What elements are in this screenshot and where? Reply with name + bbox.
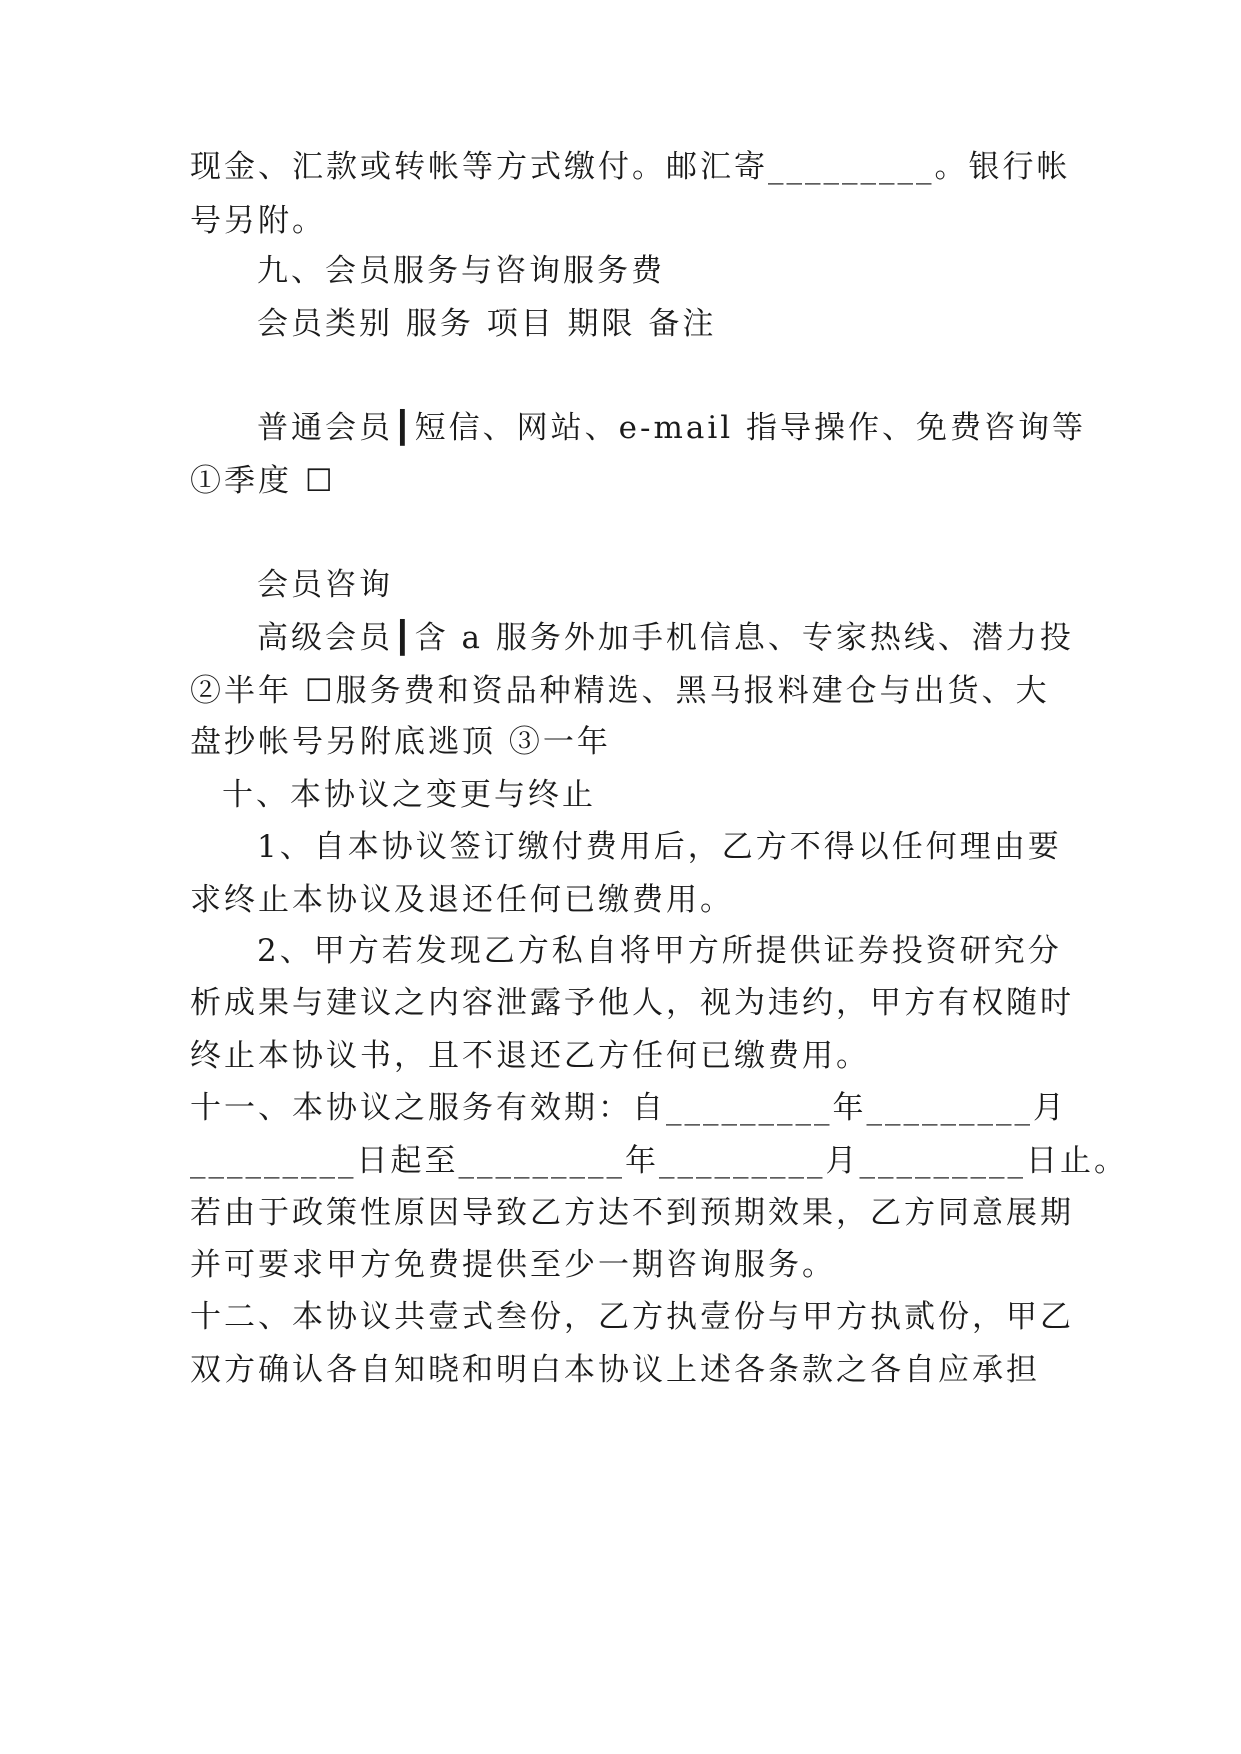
text-line: 双方确认各自知晓和明白本协议上述各条款之各自应承担 (190, 1352, 1040, 1388)
text-line: 2、甲方若发现乙方私自将甲方所提供证券投资研究分 (257, 933, 1062, 969)
text-line: _________日起至_________年_________月_________日止。 (190, 1143, 1128, 1179)
text-line: 1、自本协议签订缴付费用后，乙方不得以任何理由要 (257, 829, 1062, 865)
text-line: 高级会员┃含 a 服务外加手机信息、专家热线、潜力投 (257, 620, 1074, 656)
text-line: 十一、本协议之服务有效期：自_________年_________月 (190, 1090, 1067, 1126)
text-line: 终止本协议书，且不退还乙方任何已缴费用。 (190, 1038, 870, 1074)
section-heading: 九、会员服务与咨询服务费 (257, 253, 665, 289)
text-line: 普通会员┃短信、网站、e-mail 指导操作、免费咨询等 (257, 410, 1087, 446)
text-line: 求终止本协议及退还任何已缴费用。 (190, 882, 734, 918)
text-line: ①季度 ☐ (190, 463, 336, 499)
text-line: 十二、本协议共壹式叁份，乙方执壹份与甲方执贰份，甲乙 (190, 1299, 1074, 1335)
text-line: ②半年 ☐服务费和资品种精选、黑马报料建仓与出货、大 (190, 673, 1050, 709)
text-line: 号另附。 (190, 203, 326, 239)
text-line: 并可要求甲方免费提供至少一期咨询服务。 (190, 1247, 836, 1283)
text-line: 现金、汇款或转帐等方式缴付。邮汇寄_________。银行帐 (190, 149, 1071, 185)
table-header-row: 会员类别 服务 项目 期限 备注 (257, 306, 717, 342)
text-line: 会员咨询 (257, 567, 393, 603)
text-line: 盘抄帐号另附底逃顶 ③一年 (190, 724, 611, 760)
text-line: 析成果与建议之内容泄露予他人，视为违约，甲方有权随时 (190, 985, 1074, 1021)
section-heading: 十、本协议之变更与终止 (222, 777, 596, 813)
text-line: 若由于政策性原因导致乙方达不到预期效果，乙方同意展期 (190, 1195, 1074, 1231)
